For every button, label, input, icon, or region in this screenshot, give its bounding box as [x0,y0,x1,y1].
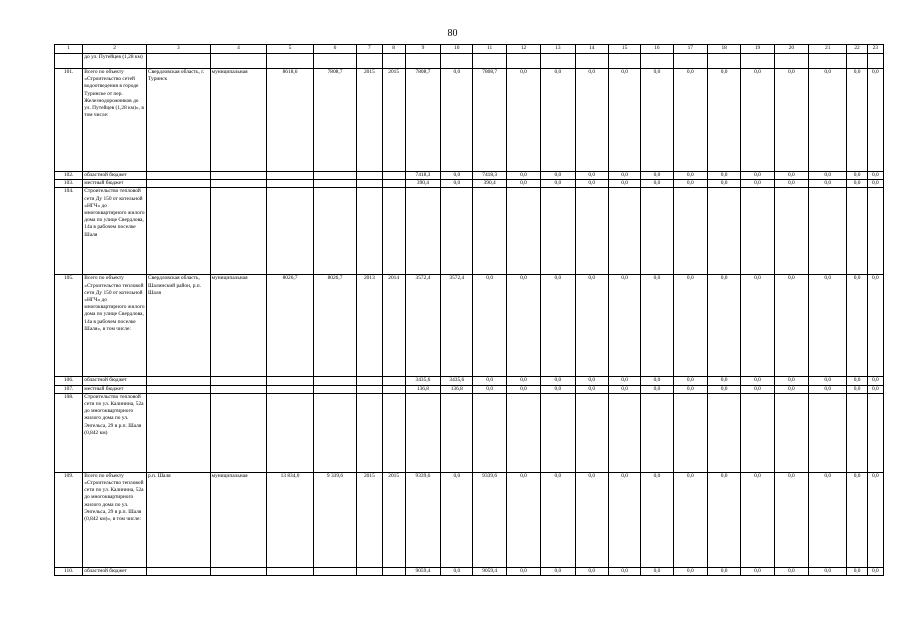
table-row [55,188,884,275]
table-cell: 3435,6 [405,377,440,385]
table-cell: 0,0 [673,180,707,188]
header-cell: 23 [867,45,883,54]
table-cell [707,54,740,69]
table-cell [382,172,405,180]
table-cell: 0,0 [867,567,883,575]
table-cell: 0,0 [673,385,707,393]
table-cell: 0,0 [506,172,540,180]
table-cell: 2015 [357,69,382,172]
table-cell [774,188,808,275]
table-cell: 0,0 [774,275,808,377]
table-cell [146,385,210,393]
table-cell: 0,0 [774,472,808,567]
table-cell: Всего по объекту «Строительство тепловой сети по ул. Калинина, 52а до многоквартирного жилого дома по ул. Энгельса, 29 в р.п. Шаля (0,842 км)», в том числе: [83,472,147,567]
table-cell [741,54,774,69]
table-cell: 0,0 [707,69,740,172]
table-cell: 0,0 [867,180,883,188]
table-cell: 0,0 [541,69,575,172]
table-cell: муниципальная [210,275,267,377]
table-cell: 105. [55,275,83,377]
table-cell [267,567,314,575]
table-row [55,180,884,188]
table-row [55,54,884,69]
header-cell: 16 [641,45,673,54]
header-cell: 4 [210,45,267,54]
table-cell: 0,0 [707,180,740,188]
table-cell [313,180,356,188]
table-cell: 0,0 [809,377,847,385]
table-cell: 7418,3 [405,172,440,180]
table-cell: 0,0 [506,377,540,385]
table-cell: 0,0 [575,377,608,385]
table-cell: 7808,7 [405,69,440,172]
header-cell: 11 [473,45,506,54]
table-cell: 0,0 [707,377,740,385]
table-cell: 0,0 [741,69,774,172]
table-cell [210,180,267,188]
table-cell: 0,0 [673,275,707,377]
table-cell: 0,0 [608,172,640,180]
table-cell [313,393,356,472]
table-cell [146,188,210,275]
table-cell [267,377,314,385]
table-cell [210,188,267,275]
table-cell: 136,8 [441,385,473,393]
table-cell: 0,0 [707,567,740,575]
table-cell: 0,0 [541,385,575,393]
table-cell: 0,0 [575,180,608,188]
table-cell: 0,0 [741,172,774,180]
header-cell: 1 [55,45,83,54]
table-cell: 0,0 [673,567,707,575]
table-cell: муниципальная [210,472,267,567]
table-cell: 0,0 [707,172,740,180]
table-row [55,385,884,393]
table-cell: 8026,7 [267,275,314,377]
table-cell [641,54,673,69]
table-cell: 0,0 [541,275,575,377]
table-cell [146,54,210,69]
table-cell: 0,0 [741,180,774,188]
table-cell: 0,0 [741,385,774,393]
table-cell [608,393,640,472]
table-cell: 110. [55,567,83,575]
table-cell: 0,0 [608,472,640,567]
table-cell [313,188,356,275]
table-cell: 0,0 [641,180,673,188]
table-cell [506,54,540,69]
table-cell: 0,0 [506,385,540,393]
table-cell [210,377,267,385]
table-cell [382,385,405,393]
table-cell [575,393,608,472]
table-cell [741,188,774,275]
table-cell [146,180,210,188]
header-row [55,45,884,54]
table-cell [357,377,382,385]
table-cell: 390,4 [473,180,506,188]
table-cell [641,188,673,275]
table-cell [673,188,707,275]
table-cell: 109. [55,472,83,567]
table-cell: 7808,7 [473,69,506,172]
table-cell: Строительство тепловой сети Ду 150 от котельной «НГЧ» до многоквартирного жилого дома по улице Свердлова, 14а в рабочем поселке Шаля [83,188,147,275]
table-cell [608,188,640,275]
table-cell [267,172,314,180]
table-cell: 0,0 [809,567,847,575]
table-cell: Всего по объекту «Строительство тепловой сети Ду 150 от котельной «НГЧ» до многоквартирного жилого дома по улице Свердлова, 14а в рабочем поселке Шаля», в том числе: [83,275,147,377]
table-row [55,275,884,377]
table-cell [267,393,314,472]
table-cell: 9059,4 [405,567,440,575]
table-row [55,567,884,575]
table-cell [313,54,356,69]
table-cell [313,567,356,575]
table-cell: 0,0 [608,275,640,377]
table-cell [541,393,575,472]
table-cell: 0,0 [608,567,640,575]
header-cell: 6 [313,45,356,54]
table-cell: 0,0 [847,377,867,385]
table-cell: 0,0 [575,275,608,377]
page-number: 80 [447,28,458,39]
data-table [54,44,884,576]
header-cell: 15 [608,45,640,54]
table-cell: 13 834,0 [267,472,314,567]
table-cell [707,188,740,275]
table-row [55,377,884,385]
table-cell: р.п. Шаля [146,472,210,567]
table-cell: 2015 [382,472,405,567]
header-cell: 19 [741,45,774,54]
table-cell: 0,0 [673,472,707,567]
table-cell: 0,0 [847,172,867,180]
table-cell [867,393,883,472]
table-cell: 0,0 [867,385,883,393]
table-cell [357,54,382,69]
table-cell: 0,0 [741,567,774,575]
table-cell: 0,0 [707,275,740,377]
header-cell: 18 [707,45,740,54]
table-cell: 0,0 [506,180,540,188]
table-cell: 2014 [382,275,405,377]
table-cell [673,54,707,69]
table-cell: 0,0 [641,472,673,567]
table-cell: 0,0 [809,172,847,180]
table-cell [541,54,575,69]
table-cell: 2015 [382,69,405,172]
table-cell [405,188,440,275]
table-cell [267,385,314,393]
table-cell: 0,0 [473,385,506,393]
table-row [55,472,884,567]
table-cell [357,172,382,180]
table-cell [382,393,405,472]
table-cell: 0,0 [673,69,707,172]
table-cell: 0,0 [608,180,640,188]
header-cell: 9 [405,45,440,54]
table-cell [641,393,673,472]
table-cell: 0,0 [774,180,808,188]
table-cell: 103. [55,180,83,188]
header-cell: 20 [774,45,808,54]
table-row [55,393,884,472]
table-cell: 3572,4 [441,275,473,377]
table-cell [867,188,883,275]
table-cell [382,567,405,575]
table-cell: 0,0 [641,172,673,180]
table-cell: 0,0 [867,377,883,385]
table-cell: 0,0 [473,377,506,385]
table-cell: областной бюджет [83,567,147,575]
table-cell: 104. [55,188,83,275]
table-cell [313,385,356,393]
table-cell: 0,0 [608,377,640,385]
table-cell: 0,0 [847,180,867,188]
table-cell: 0,0 [541,180,575,188]
table-cell [55,54,83,69]
table-cell: 0,0 [575,172,608,180]
table-cell: 0,0 [641,385,673,393]
table-cell: 2013 [357,275,382,377]
table-cell: 0,0 [641,69,673,172]
table-cell: 0,0 [441,172,473,180]
table-cell: 0,0 [809,69,847,172]
table-cell [146,393,210,472]
table-cell [575,188,608,275]
table-cell [382,377,405,385]
table-cell [210,385,267,393]
table-cell: 108. [55,393,83,472]
table-cell [313,172,356,180]
table-cell: 390,4 [405,180,440,188]
table-cell: 0,0 [641,567,673,575]
table-cell: 0,0 [809,180,847,188]
table-cell [441,188,473,275]
table-cell: 0,0 [541,377,575,385]
table-cell: 0,0 [774,567,808,575]
table-cell [847,188,867,275]
table-cell [809,188,847,275]
table-cell: 0,0 [673,377,707,385]
table-cell [210,567,267,575]
table-cell [809,54,847,69]
table-cell [441,393,473,472]
table-cell: 9 339,6 [313,472,356,567]
table-cell: муниципальная [210,69,267,172]
table-cell: 0,0 [541,567,575,575]
table-cell: 0,0 [847,69,867,172]
table-cell: 9059,4 [473,567,506,575]
table-cell: 8618,6 [267,69,314,172]
table-cell: 0,0 [575,385,608,393]
table-cell: 0,0 [707,385,740,393]
table-row [55,69,884,172]
header-cell: 10 [441,45,473,54]
table-cell: Строительство тепловой сети по ул. Калинина, 52а до многоквартирного жилого дома по ул. Энгельса, 29 в р.п. Шаля (0,842 км) [83,393,147,472]
header-cell: 22 [847,45,867,54]
table-cell: 0,0 [774,377,808,385]
table-cell: 2015 [357,472,382,567]
table-cell: 0,0 [673,172,707,180]
table-cell [473,54,506,69]
table-cell [867,54,883,69]
table-cell: Свердловская область, Шалинский район, р.п. Шаля [146,275,210,377]
table-cell [405,393,440,472]
table-cell: 0,0 [441,69,473,172]
table-cell: местный бюджет [83,385,147,393]
table-cell: 0,0 [847,567,867,575]
table-cell: 106. [55,377,83,385]
table-cell: 3435,6 [441,377,473,385]
table-cell [210,393,267,472]
table-cell [267,188,314,275]
table-cell [357,385,382,393]
header-cell: 14 [575,45,608,54]
table-cell [382,188,405,275]
table-cell: 0,0 [774,69,808,172]
header-cell: 5 [267,45,314,54]
table-cell: 0,0 [741,472,774,567]
table-cell [741,393,774,472]
table-cell: 0,0 [867,472,883,567]
header-cell: 17 [673,45,707,54]
table-cell: 0,0 [707,472,740,567]
table-cell [774,393,808,472]
table-cell: Всего по объекту «Строительство сетей водоотведения в городе Туринске от пер. Железнодорожников до ул. Путейцев (1,28 км)», в том числе: [83,69,147,172]
header-cell: 8 [382,45,405,54]
table-cell: 0,0 [641,275,673,377]
table-cell [357,393,382,472]
table-cell: 0,0 [541,172,575,180]
table-cell: 0,0 [441,472,473,567]
table-cell [774,54,808,69]
table-cell [382,54,405,69]
table-cell: 0,0 [774,172,808,180]
table-row [55,172,884,180]
table-cell: 0,0 [641,377,673,385]
table-cell: 0,0 [575,567,608,575]
table-cell: 7418,3 [473,172,506,180]
table-cell: 0,0 [608,385,640,393]
table-cell: 0,0 [506,472,540,567]
table-cell [541,188,575,275]
table-cell: местный бюджет [83,180,147,188]
table-cell [357,188,382,275]
table-cell [673,393,707,472]
table-cell: 0,0 [867,275,883,377]
table-cell: 9339,6 [405,472,440,567]
table-cell: 0,0 [575,472,608,567]
table-cell [146,567,210,575]
table-cell [506,188,540,275]
table-cell: 136,8 [405,385,440,393]
table-cell: 0,0 [473,275,506,377]
table-cell [210,172,267,180]
table-cell [441,54,473,69]
table-cell: 0,0 [506,275,540,377]
table-cell [267,180,314,188]
table-cell [382,180,405,188]
table-cell [357,567,382,575]
table-cell [146,377,210,385]
header-cell: 21 [809,45,847,54]
table-cell [267,54,314,69]
table-cell: 0,0 [809,385,847,393]
table-cell: 0,0 [608,69,640,172]
table-cell [405,54,440,69]
table-cell: 0,0 [575,69,608,172]
table-cell: 0,0 [541,472,575,567]
table-cell [809,393,847,472]
table-cell: 0,0 [847,275,867,377]
table-cell: 8026,7 [313,275,356,377]
table-cell: Свердловская область, г. Туринск [146,69,210,172]
table-cell: областной бюджет [83,377,147,385]
table-cell: 0,0 [741,377,774,385]
table-cell [146,172,210,180]
table-cell [357,180,382,188]
table-cell [575,54,608,69]
table-cell: 0,0 [847,385,867,393]
table-cell: до ул. Путейцев (1,28 км) [83,54,147,69]
header-cell: 7 [357,45,382,54]
table-cell: 0,0 [506,69,540,172]
header-cell: 13 [541,45,575,54]
table-cell [506,393,540,472]
table-cell: 0,0 [506,567,540,575]
table-cell: областной бюджет [83,172,147,180]
header-cell: 12 [506,45,540,54]
table-cell: 0,0 [867,69,883,172]
table-cell: 107. [55,385,83,393]
table-cell [473,393,506,472]
table-cell: 0,0 [741,275,774,377]
table-cell: 0,0 [847,472,867,567]
table-cell: 0,0 [441,567,473,575]
header-cell: 2 [83,45,147,54]
table-cell [473,188,506,275]
table-cell: 0,0 [809,472,847,567]
table-cell: 0,0 [867,172,883,180]
table-cell: 0,0 [441,180,473,188]
table-cell: 7808,7 [313,69,356,172]
table-cell: 9339,6 [473,472,506,567]
table-cell: 101. [55,69,83,172]
table-cell: 0,0 [774,385,808,393]
table-cell [608,54,640,69]
table-cell: 102. [55,172,83,180]
table-cell [210,54,267,69]
table-cell: 3572,4 [405,275,440,377]
table-cell [847,54,867,69]
table-cell [707,393,740,472]
table-cell: 0,0 [809,275,847,377]
table-cell [313,377,356,385]
table-cell [847,393,867,472]
header-cell: 3 [146,45,210,54]
